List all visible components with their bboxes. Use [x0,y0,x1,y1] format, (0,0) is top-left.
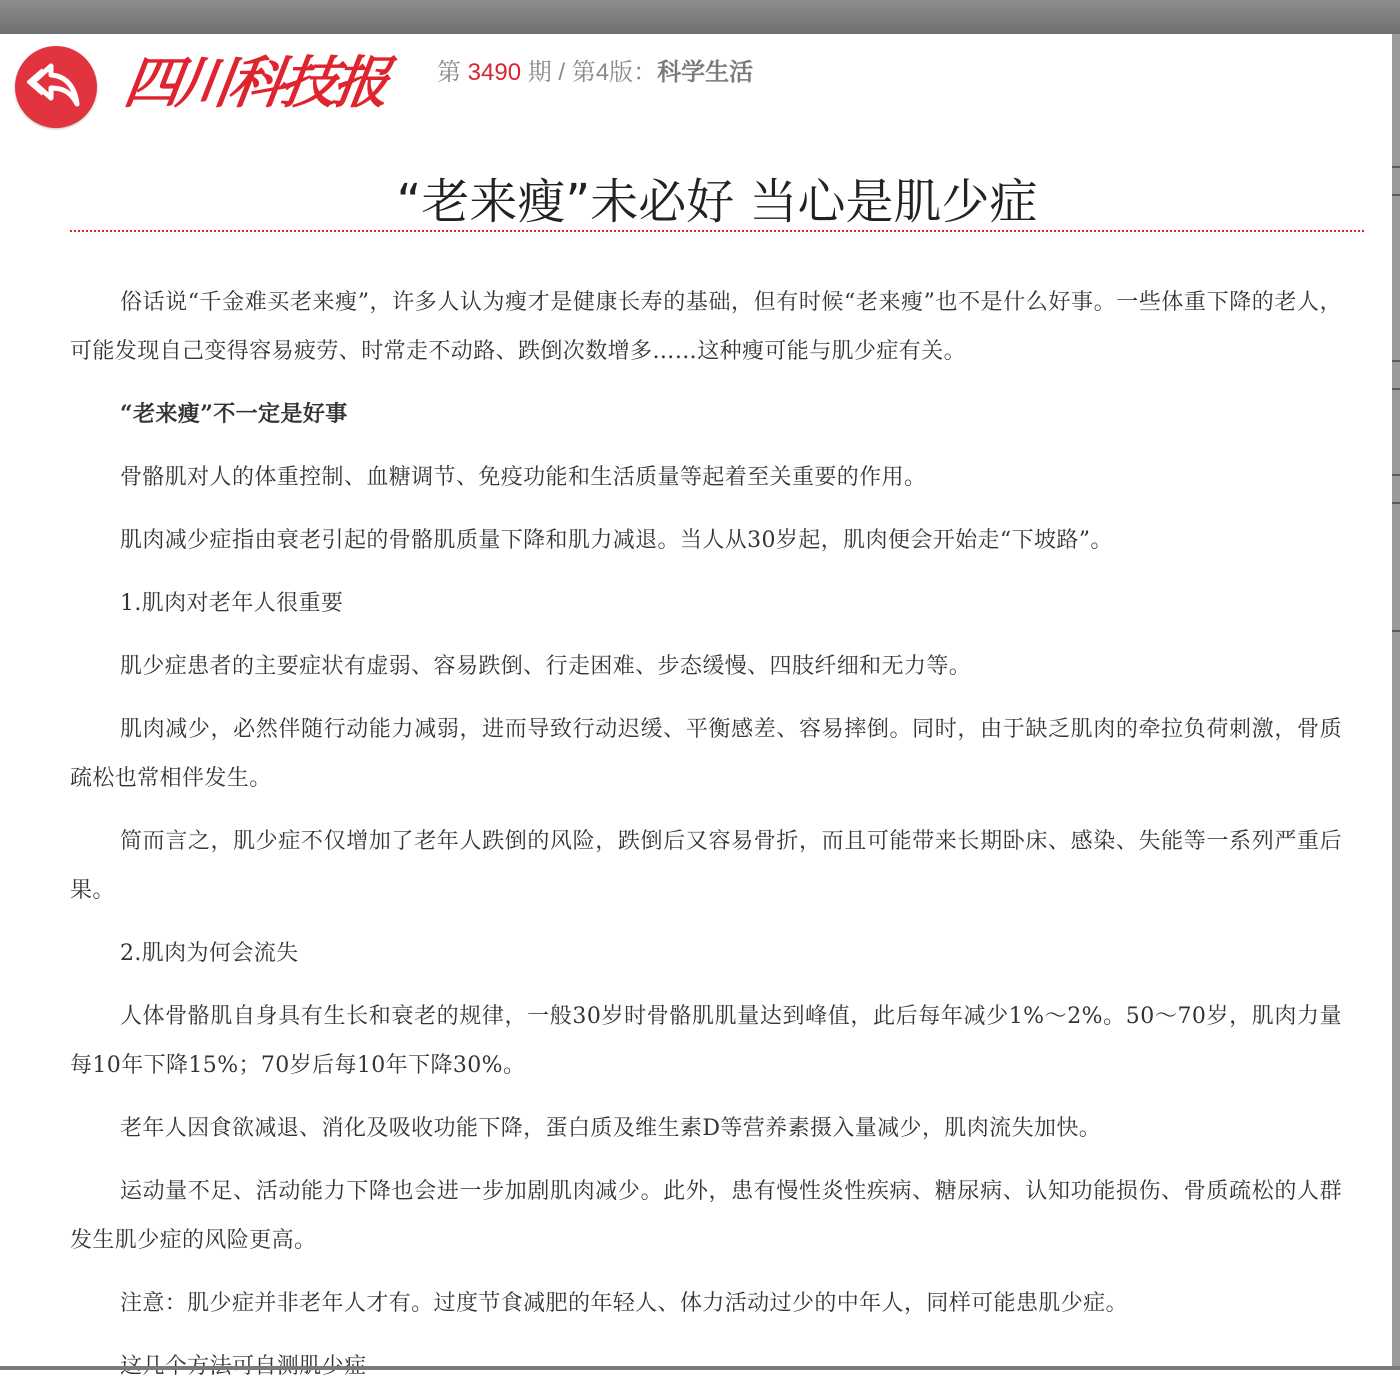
article-body [70,278,1342,1368]
edge-tick [1392,474,1400,476]
section-heading: “老来瘦”不一定是好事 [119,401,348,427]
article-paragraph: 老年人因食欲减退、消化及吸收功能下降，蛋白质及维生素D等营养素摄入量减少，肌肉流失加快。 [119,1116,1102,1141]
bottom-edge [0,1366,1400,1370]
edge-tick [1392,502,1400,504]
article-paragraph: 2.肌肉为何会流失 [119,941,299,966]
issue-prefix: 第 [437,59,461,86]
newspaper-masthead-logo[interactable] [120,50,425,116]
article-paragraph: 运动量不足、活动能力下降也会进一步加剧肌肉减少。此外，患有慢性炎性疾病、糖尿病、认知功能损伤、骨质疏松的人群发生肌少症的风险更高。 [70,1179,1342,1253]
partial-paragraph [70,1342,1342,1368]
article-paragraph: 注意：肌少症并非老年人才有。过度节食减肥的年轻人、体力活动过少的中年人，同样可能患肌少症。 [119,1291,1128,1316]
article-title: “老来瘦”未必好 当心是肌少症 [396,174,1038,231]
right-edge-strip [1392,34,1400,1370]
reply-arrow-icon [29,60,83,114]
section-name[interactable]: 科学生活 [657,59,754,86]
window-top-band [0,0,1400,34]
title-divider [70,230,1364,232]
article-paragraph: 简而言之，肌少症不仅增加了老年人跌倒的风险，跌倒后又容易骨折，而且可能带来长期卧床、感染、失能等一系列严重后果。 [70,829,1342,903]
back-button[interactable] [15,46,97,128]
article-page [0,34,1392,1366]
article-paragraph: 人体骨骼肌自身具有生长和衰老的规律，一般30岁时骨骼肌肌量达到峰值，此后每年减少1%～2%。50～70岁，肌肉力量每10年下降15%；70岁后每10年下降30%。 [70,1004,1342,1078]
article-paragraph: 肌肉减少，必然伴随行动能力减弱，进而导致行动迟缓、平衡感差、容易摔倒。同时，由于缺乏肌肉的牵拉负荷刺激，骨质疏松也常相伴发生。 [70,717,1342,791]
edge-tick [1392,194,1400,196]
edge-tick [1392,630,1400,632]
article-paragraph: 俗话说“千金难买老来瘦”，许多人认为瘦才是健康长寿的基础，但有时候“老来瘦”也不是什么好事。一些体重下降的老人，可能发现自己变得容易疲劳、时常走不动路、跌倒次数增多……这种瘦可能与肌少症有关。 [70,290,1342,364]
article-paragraph: 肌肉减少症指由衰老引起的骨骼肌质量下降和肌力减退。当人从30岁起，肌肉便会开始走“下坡路”。 [119,528,1113,553]
edge-tick [1392,166,1400,168]
issue-number: 3490 [467,59,522,86]
article-paragraph: 肌少症患者的主要症状有虚弱、容易跌倒、行走困难、步态缓慢、四肢纤细和无力等。 [119,654,972,679]
article-paragraph: 1.肌肉对老年人很重要 [119,591,344,616]
issue-suffix: 期 / 第4版： [527,59,658,86]
issue-info [437,56,753,90]
edge-tick [1392,388,1400,390]
edge-tick [1392,360,1400,362]
masthead-logo-text: 四川科技报 [120,50,390,116]
article-paragraph: 骨骼肌对人的体重控制、血糖调节、免疫功能和生活质量等起着至关重要的作用。 [119,465,927,490]
